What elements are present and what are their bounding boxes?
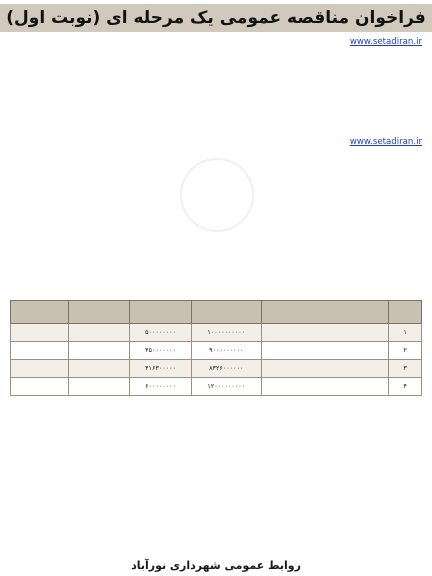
cell-grade [11, 323, 69, 341]
cell-project-title [261, 323, 388, 341]
header-budget [191, 300, 261, 323]
table-row [11, 323, 422, 341]
cell-budget: ۸۳۲۶۰۰۰۰۰۰ [191, 359, 261, 377]
condition-item-13 [10, 284, 422, 296]
projects-table [10, 300, 422, 396]
cell-budget: ۹۰۰۰۰۰۰۰۰۰ [191, 341, 261, 359]
cell-row-number: ۳ [389, 359, 422, 377]
cell-duration [68, 377, 130, 395]
cell-deposit: ۶۰۰۰۰۰۰۰۰ [130, 377, 192, 395]
cell-project-title [261, 341, 388, 359]
condition-item-1 [10, 136, 422, 148]
condition-item-3 [10, 161, 422, 173]
cell-row-number: ۱ [389, 323, 422, 341]
cell-row-number: ۴ [389, 377, 422, 395]
header-grade [11, 300, 69, 323]
cell-project-title [261, 377, 388, 395]
cell-project-title [261, 359, 388, 377]
condition-item-2 [10, 148, 422, 160]
cell-budget: ۱۲۰۰۰۰۰۰۰۰۰ [191, 377, 261, 395]
cell-row-number: ۲ [389, 341, 422, 359]
header-project-title [261, 300, 388, 323]
setadiran-link[interactable]: www.setadiran.ir [349, 37, 422, 47]
footer-signature: روابط عمومی شهرداری نورآباد [131, 559, 301, 572]
condition-item-4 [10, 173, 422, 185]
condition-item-8 [10, 222, 422, 234]
setadiran-link-2[interactable]: www.setadiran.ir [349, 137, 422, 147]
condition-item-11 [10, 259, 422, 271]
condition-item-12 [10, 271, 422, 283]
condition-item-5 [10, 185, 422, 197]
condition-item-10 [10, 247, 422, 259]
cell-duration [68, 359, 130, 377]
table-row [11, 359, 422, 377]
cell-deposit: ۴۱۶۳۰۰۰۰۰ [130, 359, 192, 377]
cell-deposit: ۴۵۰۰۰۰۰۰۰ [130, 341, 192, 359]
notice-title: فراخوان مناقصه عمومی یک مرحله ای (نوبت اول) [6, 8, 426, 28]
cell-deposit: ۵۰۰۰۰۰۰۰۰ [130, 323, 192, 341]
condition-item-6 [10, 197, 422, 209]
cell-budget: ۱۰۰۰۰۰۰۰۰۰۰ [191, 323, 261, 341]
cell-duration [68, 323, 130, 341]
notice-title-bar [0, 4, 432, 32]
projects-table-wrap [10, 300, 422, 396]
intro-paragraph [10, 36, 422, 134]
table-row [11, 341, 422, 359]
cell-grade [11, 341, 69, 359]
header-row-number [389, 300, 422, 323]
table-header-row [11, 300, 422, 323]
condition-item-7 [10, 210, 422, 222]
cell-grade [11, 377, 69, 395]
cell-duration [68, 341, 130, 359]
condition-item-9 [10, 234, 422, 246]
header-deposit [130, 300, 192, 323]
table-row [11, 377, 422, 395]
header-duration [68, 300, 130, 323]
conditions-list [10, 136, 422, 296]
cell-grade [11, 359, 69, 377]
